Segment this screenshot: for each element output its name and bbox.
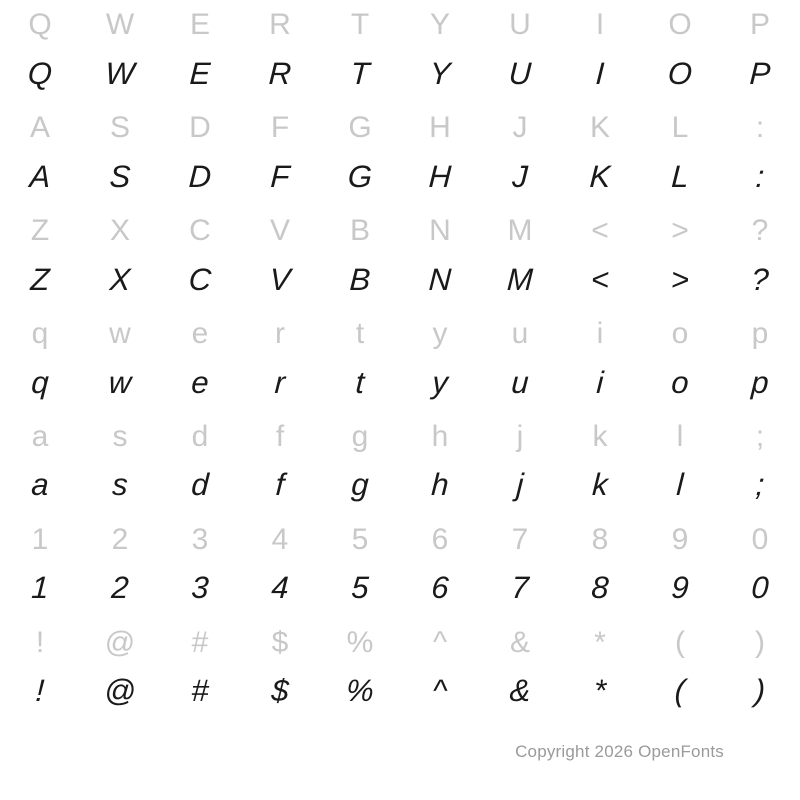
sample-glyph: @: [103, 673, 137, 709]
sample-glyph: ?: [750, 261, 770, 297]
reference-glyph: W: [105, 8, 135, 42]
reference-glyph: 6: [431, 522, 449, 556]
sample-glyph: d: [190, 467, 210, 503]
reference-glyph: o: [671, 317, 689, 350]
reference-glyph: Y: [429, 8, 450, 42]
sample-glyph: y: [431, 364, 449, 400]
glyph-row-pair: [0, 309, 800, 412]
sample-glyph: ;: [754, 467, 766, 503]
reference-glyph: w: [109, 317, 131, 350]
sample-glyph: Q: [27, 55, 53, 91]
reference-glyph: a: [31, 419, 49, 453]
reference-glyph: j: [516, 419, 524, 453]
sample-glyph: 8: [590, 570, 610, 606]
reference-glyph: O: [668, 8, 692, 42]
sample-row: [0, 665, 800, 717]
reference-glyph: 3: [191, 522, 209, 556]
reference-glyph: 9: [671, 522, 689, 556]
sample-glyph: K: [588, 158, 612, 194]
sample-glyph: 5: [350, 570, 370, 606]
sample-glyph: Y: [428, 55, 452, 91]
sample-glyph: h: [430, 467, 450, 503]
sample-glyph: (: [673, 673, 687, 709]
sample-glyph: O: [667, 55, 693, 91]
reference-glyph: M: [507, 214, 533, 248]
sample-glyph: M: [506, 261, 534, 297]
reference-glyph: y: [432, 317, 448, 350]
reference-glyph: D: [189, 111, 211, 145]
sample-glyph: 1: [30, 570, 50, 606]
sample-glyph: 3: [190, 570, 210, 606]
reference-glyph: !: [35, 625, 45, 659]
reference-glyph: T: [350, 8, 370, 42]
sample-glyph: P: [748, 55, 772, 91]
sample-glyph: o: [670, 364, 690, 400]
sample-glyph: G: [347, 158, 373, 194]
reference-glyph: 0: [751, 522, 769, 556]
sample-glyph: k: [591, 467, 609, 503]
reference-glyph: 1: [31, 522, 49, 556]
reference-glyph: p: [751, 317, 769, 350]
reference-glyph: A: [29, 111, 50, 145]
sample-glyph: t: [354, 364, 366, 400]
reference-glyph: L: [671, 111, 689, 145]
reference-row: [0, 518, 800, 562]
sample-glyph: L: [670, 158, 690, 194]
reference-glyph: H: [429, 111, 451, 145]
reference-glyph: B: [349, 214, 370, 248]
reference-glyph: k: [592, 419, 608, 453]
sample-glyph: f: [274, 467, 286, 503]
reference-glyph: <: [591, 214, 609, 248]
sample-glyph: 7: [510, 570, 530, 606]
reference-glyph: 5: [351, 522, 369, 556]
reference-row: [0, 106, 800, 150]
sample-glyph: u: [510, 364, 530, 400]
reference-row: [0, 312, 800, 356]
sample-glyph: H: [427, 158, 453, 194]
sample-glyph: B: [348, 261, 372, 297]
reference-glyph: I: [595, 8, 605, 42]
sample-glyph: U: [507, 55, 533, 91]
reference-glyph: 7: [511, 522, 529, 556]
sample-glyph: 4: [270, 570, 290, 606]
sample-glyph: $: [270, 673, 290, 709]
reference-glyph: R: [269, 8, 291, 42]
reference-glyph: J: [512, 111, 528, 145]
sample-glyph: e: [190, 364, 210, 400]
sample-glyph: 0: [750, 570, 770, 606]
sample-glyph: S: [108, 158, 132, 194]
sample-glyph: A: [28, 158, 52, 194]
sample-glyph: r: [273, 364, 287, 400]
reference-glyph: #: [191, 625, 209, 659]
sample-glyph: :: [754, 158, 766, 194]
sample-glyph: 9: [670, 570, 690, 606]
reference-glyph: 8: [591, 522, 609, 556]
sample-glyph: X: [108, 261, 132, 297]
reference-glyph: :: [755, 111, 765, 145]
reference-glyph: C: [189, 214, 211, 248]
sample-glyph: j: [515, 467, 525, 503]
sample-row: [0, 253, 800, 305]
reference-glyph: i: [596, 317, 604, 350]
sample-row: [0, 356, 800, 408]
reference-glyph: e: [191, 317, 209, 350]
reference-row: [0, 3, 800, 47]
sample-glyph: #: [190, 673, 210, 709]
sample-row: [0, 150, 800, 202]
footer: [0, 742, 800, 762]
reference-glyph: >: [671, 214, 689, 248]
sample-row: [0, 459, 800, 511]
reference-glyph: r: [275, 317, 285, 350]
sample-glyph: W: [104, 55, 136, 91]
sample-glyph: p: [750, 364, 770, 400]
glyph-row-pair: [0, 103, 800, 206]
reference-glyph: V: [269, 214, 290, 248]
glyph-row-pair: [0, 514, 800, 617]
reference-glyph: S: [109, 111, 130, 145]
sample-glyph: I: [594, 55, 606, 91]
sample-glyph: R: [267, 55, 293, 91]
reference-glyph: ?: [751, 214, 769, 248]
reference-glyph: f: [275, 419, 285, 453]
sample-glyph: N: [427, 261, 453, 297]
sample-row: [0, 562, 800, 614]
sample-glyph: >: [670, 261, 690, 297]
reference-glyph: G: [348, 111, 372, 145]
reference-glyph: h: [431, 419, 449, 453]
sample-glyph: s: [111, 467, 129, 503]
reference-row: [0, 209, 800, 253]
reference-row: [0, 621, 800, 665]
reference-glyph: %: [346, 625, 374, 659]
sample-glyph: i: [595, 364, 605, 400]
sample-glyph: 6: [430, 570, 450, 606]
glyph-row-pair: [0, 0, 800, 103]
reference-glyph: 2: [111, 522, 129, 556]
reference-glyph: ;: [755, 419, 765, 453]
reference-glyph: P: [749, 8, 770, 42]
reference-glyph: U: [509, 8, 531, 42]
sample-glyph: 2: [110, 570, 130, 606]
sample-glyph: q: [30, 364, 50, 400]
reference-glyph: Z: [30, 214, 50, 248]
reference-glyph: u: [511, 317, 529, 350]
reference-glyph: ): [755, 625, 765, 659]
reference-glyph: t: [355, 317, 365, 350]
sample-glyph: C: [187, 261, 213, 297]
sample-glyph: ^: [431, 673, 449, 709]
sample-glyph: l: [675, 467, 685, 503]
reference-glyph: K: [589, 111, 610, 145]
reference-glyph: q: [31, 317, 49, 350]
reference-glyph: g: [351, 419, 369, 453]
reference-row: [0, 415, 800, 459]
sample-glyph: &: [508, 673, 532, 709]
reference-glyph: E: [189, 8, 210, 42]
reference-glyph: Q: [28, 8, 52, 42]
sample-glyph: *: [593, 673, 607, 709]
sample-glyph: Z: [29, 261, 51, 297]
glyph-row-pair: [0, 206, 800, 309]
sample-glyph: E: [188, 55, 212, 91]
sample-glyph: a: [30, 467, 50, 503]
glyph-row-pair: [0, 617, 800, 720]
sample-glyph: w: [107, 364, 133, 400]
reference-glyph: l: [676, 419, 684, 453]
sample-glyph: g: [350, 467, 370, 503]
sample-glyph: V: [268, 261, 292, 297]
copyright-text: Copyright 2026 OpenFonts: [515, 742, 724, 761]
reference-glyph: ^: [432, 625, 448, 659]
reference-glyph: s: [112, 419, 128, 453]
reference-glyph: d: [191, 419, 209, 453]
glyph-row-pair: [0, 411, 800, 514]
reference-glyph: (: [675, 625, 685, 659]
sample-glyph: T: [349, 55, 371, 91]
sample-glyph: <: [590, 261, 610, 297]
sample-glyph: !: [34, 673, 46, 709]
reference-glyph: *: [594, 625, 606, 659]
reference-glyph: $: [271, 625, 289, 659]
reference-glyph: F: [270, 111, 290, 145]
sample-glyph: D: [187, 158, 213, 194]
sample-glyph: ): [753, 673, 767, 709]
reference-glyph: N: [429, 214, 451, 248]
reference-glyph: @: [104, 625, 136, 659]
sample-glyph: J: [511, 158, 529, 194]
sample-glyph: %: [345, 673, 375, 709]
sample-glyph: F: [269, 158, 291, 194]
reference-glyph: 4: [271, 522, 289, 556]
reference-glyph: &: [509, 625, 530, 659]
sample-row: [0, 47, 800, 99]
reference-glyph: X: [109, 214, 130, 248]
